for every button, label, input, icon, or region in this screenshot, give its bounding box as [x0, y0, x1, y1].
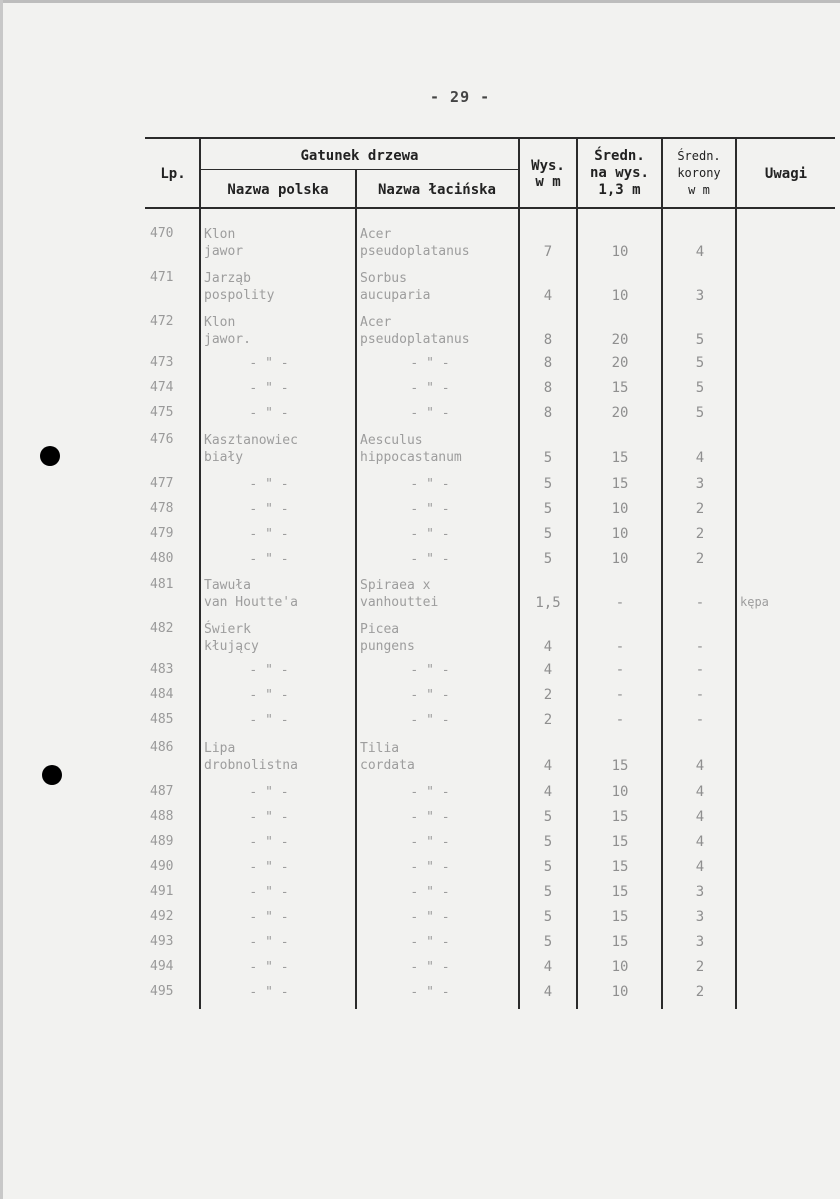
row-korona: 2: [695, 959, 705, 975]
row-wysokosc: 8: [543, 332, 553, 348]
row-uwagi: kępa: [740, 595, 769, 609]
row-nazwa-lacinska-ditto: - " -: [410, 910, 450, 925]
row-wysokosc: 8: [543, 405, 553, 421]
row-wysokosc: 4: [543, 984, 553, 1000]
row-lp: 490: [150, 859, 174, 874]
row-nazwa-polska: Klon: [204, 315, 236, 330]
row-korona: 2: [695, 984, 705, 1000]
row-srednica: 20: [611, 332, 629, 348]
row-korona: 3: [695, 476, 705, 492]
row-wysokosc: 5: [543, 476, 553, 492]
row-korona: -: [695, 687, 705, 703]
header-gatunek: Gatunek drzewa: [300, 148, 419, 164]
row-lp: 479: [150, 526, 174, 541]
row-nazwa-polska-ditto: - " -: [249, 910, 289, 925]
header-korony-label: korony: [677, 166, 721, 180]
row-nazwa-polska-ditto: - " -: [249, 502, 289, 517]
row-lp: 470: [150, 226, 174, 241]
row-nazwa-lacinska-ditto: - " -: [410, 985, 450, 1000]
row-srednica: 15: [611, 476, 629, 492]
row-lp: 474: [150, 380, 174, 395]
row-lp: 489: [150, 834, 174, 849]
row-nazwa-lacinska-ditto: - " -: [410, 785, 450, 800]
row-nazwa-polska: Lipa: [204, 741, 236, 756]
row-nazwa-lacinska-ditto: - " -: [410, 406, 450, 421]
row-korona: 4: [695, 450, 705, 466]
header-korony-unit: w m: [688, 183, 710, 197]
row-wysokosc: 5: [543, 909, 553, 925]
row-srednica: 10: [611, 551, 629, 567]
row-nazwa-polska-ditto: - " -: [249, 406, 289, 421]
header-korony: Średn.: [677, 149, 721, 163]
row-korona: 2: [695, 551, 705, 567]
row-nazwa-polska: Świerk: [204, 622, 251, 637]
row-nazwa-lacinska-ditto: - " -: [410, 527, 450, 542]
header-lp: Lp.: [160, 166, 186, 182]
row-lp: 478: [150, 501, 174, 516]
row-nazwa-polska-ditto: - " -: [249, 663, 289, 678]
row-nazwa-lacinska-ditto: - " -: [410, 477, 450, 492]
header-nazwa-lacinska: Nazwa łacińska: [377, 182, 496, 198]
row-korona: -: [695, 595, 705, 611]
row-nazwa-lacinska-ditto: - " -: [410, 356, 450, 371]
column-rule: [199, 139, 201, 1009]
row-lp: 492: [150, 909, 174, 924]
row-srednica: 15: [611, 909, 629, 925]
row-nazwa-lacinska: Acer: [360, 227, 392, 242]
row-nazwa-lacinska: Aesculus: [360, 433, 423, 448]
row-nazwa-polska-cont: kłujący: [204, 639, 259, 654]
row-lp: 485: [150, 712, 174, 727]
row-korona: 3: [695, 934, 705, 950]
row-nazwa-lacinska-ditto: - " -: [410, 663, 450, 678]
row-lp: 484: [150, 687, 174, 702]
row-korona: 4: [695, 784, 705, 800]
row-nazwa-polska-ditto: - " -: [249, 810, 289, 825]
row-lp: 473: [150, 355, 174, 370]
row-nazwa-polska-ditto: - " -: [249, 713, 289, 728]
punch-hole: [40, 446, 60, 466]
row-wysokosc: 5: [543, 551, 553, 567]
row-nazwa-lacinska: Picea: [360, 622, 400, 637]
row-nazwa-polska-ditto: - " -: [249, 785, 289, 800]
row-nazwa-polska-ditto: - " -: [249, 860, 289, 875]
row-nazwa-polska-ditto: - " -: [249, 552, 289, 567]
row-nazwa-lacinska-cont: aucuparia: [360, 288, 431, 303]
row-wysokosc: 8: [543, 355, 553, 371]
row-srednica: -: [615, 662, 625, 678]
row-wysokosc: 4: [543, 758, 553, 774]
row-lp: 493: [150, 934, 174, 949]
row-wysokosc: 4: [543, 288, 553, 304]
row-lp: 486: [150, 740, 174, 755]
row-srednica: 15: [611, 380, 629, 396]
row-nazwa-lacinska-ditto: - " -: [410, 960, 450, 975]
row-nazwa-lacinska: Acer: [360, 315, 392, 330]
row-nazwa-polska-cont: drobnolistna: [204, 758, 298, 773]
row-wysokosc: 1,5: [535, 595, 561, 611]
row-srednica: 10: [611, 288, 629, 304]
column-rule: [355, 170, 357, 1009]
row-nazwa-lacinska-ditto: - " -: [410, 502, 450, 517]
row-wysokosc: 4: [543, 784, 553, 800]
row-nazwa-lacinska-ditto: - " -: [410, 381, 450, 396]
row-nazwa-polska: Jarząb: [204, 271, 251, 286]
row-korona: -: [695, 662, 705, 678]
row-nazwa-lacinska-ditto: - " -: [410, 552, 450, 567]
row-wysokosc: 5: [543, 934, 553, 950]
row-korona: 4: [695, 859, 705, 875]
row-korona: 5: [695, 355, 705, 371]
row-srednica: -: [615, 687, 625, 703]
row-korona: 3: [695, 288, 705, 304]
row-nazwa-polska-cont: pospolity: [204, 288, 275, 303]
row-lp: 476: [150, 432, 174, 447]
row-nazwa-polska-ditto: - " -: [249, 935, 289, 950]
row-lp: 480: [150, 551, 174, 566]
header-nazwa-polska: Nazwa polska: [227, 182, 329, 198]
row-wysokosc: 4: [543, 959, 553, 975]
row-nazwa-lacinska-cont: pseudoplatanus: [360, 244, 470, 259]
row-nazwa-lacinska-ditto: - " -: [410, 688, 450, 703]
row-nazwa-polska-ditto: - " -: [249, 477, 289, 492]
header-bottom-rule: [145, 207, 835, 209]
page-edge: [0, 0, 3, 1199]
row-korona: 2: [695, 526, 705, 542]
row-nazwa-lacinska: Tilia: [360, 741, 400, 756]
row-srednica: 10: [611, 526, 629, 542]
row-wysokosc: 5: [543, 450, 553, 466]
row-wysokosc: 5: [543, 501, 553, 517]
row-wysokosc: 5: [543, 834, 553, 850]
row-wysokosc: 2: [543, 687, 553, 703]
row-srednica: 15: [611, 758, 629, 774]
row-srednica: 15: [611, 859, 629, 875]
row-lp: 495: [150, 984, 174, 999]
column-rule: [576, 139, 578, 1009]
row-korona: 3: [695, 909, 705, 925]
row-nazwa-polska: Kasztanowiec: [204, 433, 298, 448]
row-nazwa-polska-ditto: - " -: [249, 985, 289, 1000]
row-nazwa-polska: Klon: [204, 227, 236, 242]
row-nazwa-polska-cont: jawor.: [204, 332, 251, 347]
row-lp: 475: [150, 405, 174, 420]
row-nazwa-lacinska-cont: pseudoplatanus: [360, 332, 470, 347]
row-korona: 4: [695, 809, 705, 825]
row-nazwa-lacinska: Spiraea x: [360, 578, 431, 593]
row-lp: 472: [150, 314, 174, 329]
row-nazwa-polska-ditto: - " -: [249, 381, 289, 396]
row-srednica: 20: [611, 405, 629, 421]
row-srednica: -: [615, 639, 625, 655]
row-wysokosc: 2: [543, 712, 553, 728]
row-wysokosc: 7: [543, 244, 553, 260]
header-wys: Wys.: [531, 158, 565, 174]
row-nazwa-lacinska-ditto: - " -: [410, 885, 450, 900]
row-lp: 483: [150, 662, 174, 677]
row-korona: 4: [695, 758, 705, 774]
row-srednica: 15: [611, 884, 629, 900]
row-nazwa-polska-ditto: - " -: [249, 356, 289, 371]
punch-hole: [42, 765, 62, 785]
row-nazwa-lacinska-ditto: - " -: [410, 935, 450, 950]
row-korona: 3: [695, 884, 705, 900]
row-lp: 481: [150, 577, 174, 592]
row-lp: 488: [150, 809, 174, 824]
header-sub-rule: [200, 169, 518, 170]
row-nazwa-lacinska-cont: hippocastanum: [360, 450, 462, 465]
row-nazwa-polska-ditto: - " -: [249, 688, 289, 703]
row-srednica: 15: [611, 934, 629, 950]
row-korona: 5: [695, 380, 705, 396]
row-nazwa-lacinska-ditto: - " -: [410, 810, 450, 825]
row-srednica: 10: [611, 984, 629, 1000]
header-sredn: Średn.: [594, 148, 645, 164]
table-top-rule: [145, 137, 835, 139]
row-lp: 482: [150, 621, 174, 636]
row-nazwa-polska-ditto: - " -: [249, 885, 289, 900]
row-nazwa-lacinska-cont: vanhouttei: [360, 595, 439, 610]
row-korona: 5: [695, 405, 705, 421]
row-srednica: 15: [611, 834, 629, 850]
page-number: - 29 -: [430, 88, 491, 106]
row-nazwa-polska-ditto: - " -: [249, 835, 289, 850]
row-wysokosc: 5: [543, 859, 553, 875]
row-korona: 2: [695, 501, 705, 517]
row-wysokosc: 4: [543, 662, 553, 678]
row-nazwa-polska-cont: jawor: [204, 244, 244, 259]
header-wys-unit: w m: [535, 174, 561, 190]
header-uwagi: Uwagi: [764, 166, 808, 182]
row-nazwa-lacinska-cont: cordata: [360, 758, 415, 773]
row-korona: -: [695, 639, 705, 655]
row-lp: 471: [150, 270, 174, 285]
column-rule: [661, 139, 663, 1009]
row-srednica: 15: [611, 450, 629, 466]
row-lp: 491: [150, 884, 174, 899]
row-korona: 5: [695, 332, 705, 348]
row-srednica: 10: [611, 784, 629, 800]
row-lp: 477: [150, 476, 174, 491]
row-korona: 4: [695, 244, 705, 260]
row-nazwa-polska-cont: biały: [204, 450, 244, 465]
row-nazwa-lacinska-ditto: - " -: [410, 835, 450, 850]
row-wysokosc: 5: [543, 809, 553, 825]
row-srednica: 15: [611, 809, 629, 825]
column-rule: [518, 139, 520, 1009]
row-korona: 4: [695, 834, 705, 850]
row-korona: -: [695, 712, 705, 728]
row-srednica: 10: [611, 959, 629, 975]
row-lp: 487: [150, 784, 174, 799]
row-nazwa-lacinska-ditto: - " -: [410, 713, 450, 728]
row-srednica: 10: [611, 501, 629, 517]
header-sredn-wys: na wys.: [589, 165, 649, 181]
row-nazwa-polska-ditto: - " -: [249, 960, 289, 975]
row-srednica: 20: [611, 355, 629, 371]
row-nazwa-lacinska-ditto: - " -: [410, 860, 450, 875]
row-nazwa-lacinska-cont: pungens: [360, 639, 415, 654]
row-nazwa-polska: Tawuła: [204, 578, 251, 593]
row-nazwa-polska-cont: van Houtte'a: [204, 595, 298, 610]
row-srednica: -: [615, 712, 625, 728]
row-nazwa-polska-ditto: - " -: [249, 527, 289, 542]
page-edge: [0, 0, 840, 3]
row-nazwa-lacinska: Sorbus: [360, 271, 407, 286]
column-rule: [735, 139, 737, 1009]
header-sredn-unit: 1,3 m: [598, 182, 641, 198]
row-srednica: -: [615, 595, 625, 611]
row-wysokosc: 8: [543, 380, 553, 396]
row-srednica: 10: [611, 244, 629, 260]
row-lp: 494: [150, 959, 174, 974]
row-wysokosc: 4: [543, 639, 553, 655]
row-wysokosc: 5: [543, 526, 553, 542]
row-wysokosc: 5: [543, 884, 553, 900]
